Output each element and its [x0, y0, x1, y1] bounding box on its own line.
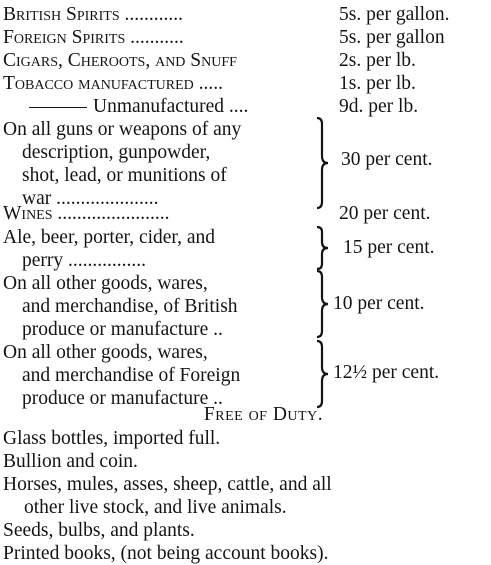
- duty-group-foreign-line: and merchandise of Foreign: [22, 365, 241, 386]
- ditto-dash: [29, 107, 87, 108]
- free-item-continued: other live stock, and live animals.: [24, 497, 287, 518]
- free-item: Bullion and coin.: [3, 451, 138, 472]
- duty-group-guns-line: war .....................: [22, 188, 159, 209]
- duty-label: Wines: [3, 203, 53, 224]
- free-item: Glass bottles, imported full.: [3, 428, 221, 449]
- duty-label: Unmanufactured: [93, 96, 225, 117]
- free-item: Printed books, (not being account books).: [3, 543, 329, 564]
- free-item: Seeds, bulbs, and plants.: [3, 520, 195, 541]
- duty-group-british-line: produce or manufacture ..: [22, 319, 223, 340]
- duty-group-ale-line: perry ................: [22, 250, 147, 271]
- curly-brace: [315, 225, 325, 271]
- duty-rate: 10 per cent.: [333, 293, 425, 314]
- duty-rate: 1s. per lb.: [339, 73, 416, 94]
- duty-row-tobacco-manufactured: [3, 72, 223, 95]
- duty-group-foreign-line: produce or manufacture ..: [22, 388, 223, 409]
- duty-row-cigars: [3, 49, 237, 72]
- curly-brace: [315, 116, 325, 210]
- duty-rate: 12½ per cent.: [333, 362, 440, 383]
- leader-dots: ....: [224, 96, 249, 117]
- duty-rate: 9d. per lb.: [339, 96, 419, 117]
- duty-label: Cigars, Cheroots, and Snuff: [3, 50, 237, 71]
- duty-row-foreign-spirits: [3, 26, 184, 49]
- duty-group-british-line: and merchandise, of British: [22, 296, 238, 317]
- leader-dots: .......................: [52, 203, 170, 224]
- duty-label: Tobacco manufactured: [3, 73, 194, 94]
- duty-rate: 20 per cent.: [339, 203, 431, 224]
- free-of-duty-heading: Free of Duty.: [203, 404, 324, 425]
- duty-group-guns-line: description, gunpowder,: [22, 142, 211, 163]
- duty-rate: 30 per cent.: [341, 149, 433, 170]
- leader-dots: .....: [193, 73, 224, 94]
- duty-label: British Spirits: [3, 4, 120, 25]
- duty-row-british-spirits: [3, 3, 183, 26]
- duty-row-wines: [3, 202, 170, 225]
- duty-rate: 5s. per gallon: [339, 27, 445, 48]
- curly-brace: [315, 339, 325, 409]
- duty-group-guns-line: On all guns or weapons of any: [3, 119, 242, 140]
- free-item: Horses, mules, asses, sheep, cattle, and all: [3, 474, 332, 495]
- duty-group-foreign-line: On all other goods, wares,: [3, 342, 208, 363]
- duty-row-tobacco-unmanufactured: [3, 95, 248, 118]
- duty-group-guns-line: shot, lead, or munitions of: [22, 165, 227, 186]
- duty-group-ale-line: Ale, beer, porter, cider, and: [3, 227, 216, 248]
- curly-brace: [315, 269, 325, 339]
- duty-group-british-line: On all other goods, wares,: [3, 273, 208, 294]
- duty-rate: 2s. per lb.: [339, 50, 416, 71]
- duty-label: Foreign Spirits: [3, 27, 126, 48]
- leader-dots: ............: [119, 4, 183, 25]
- duty-rate: 5s. per gallon.: [339, 4, 450, 25]
- duty-rate: 15 per cent.: [343, 237, 435, 258]
- leader-dots: ...........: [125, 27, 184, 48]
